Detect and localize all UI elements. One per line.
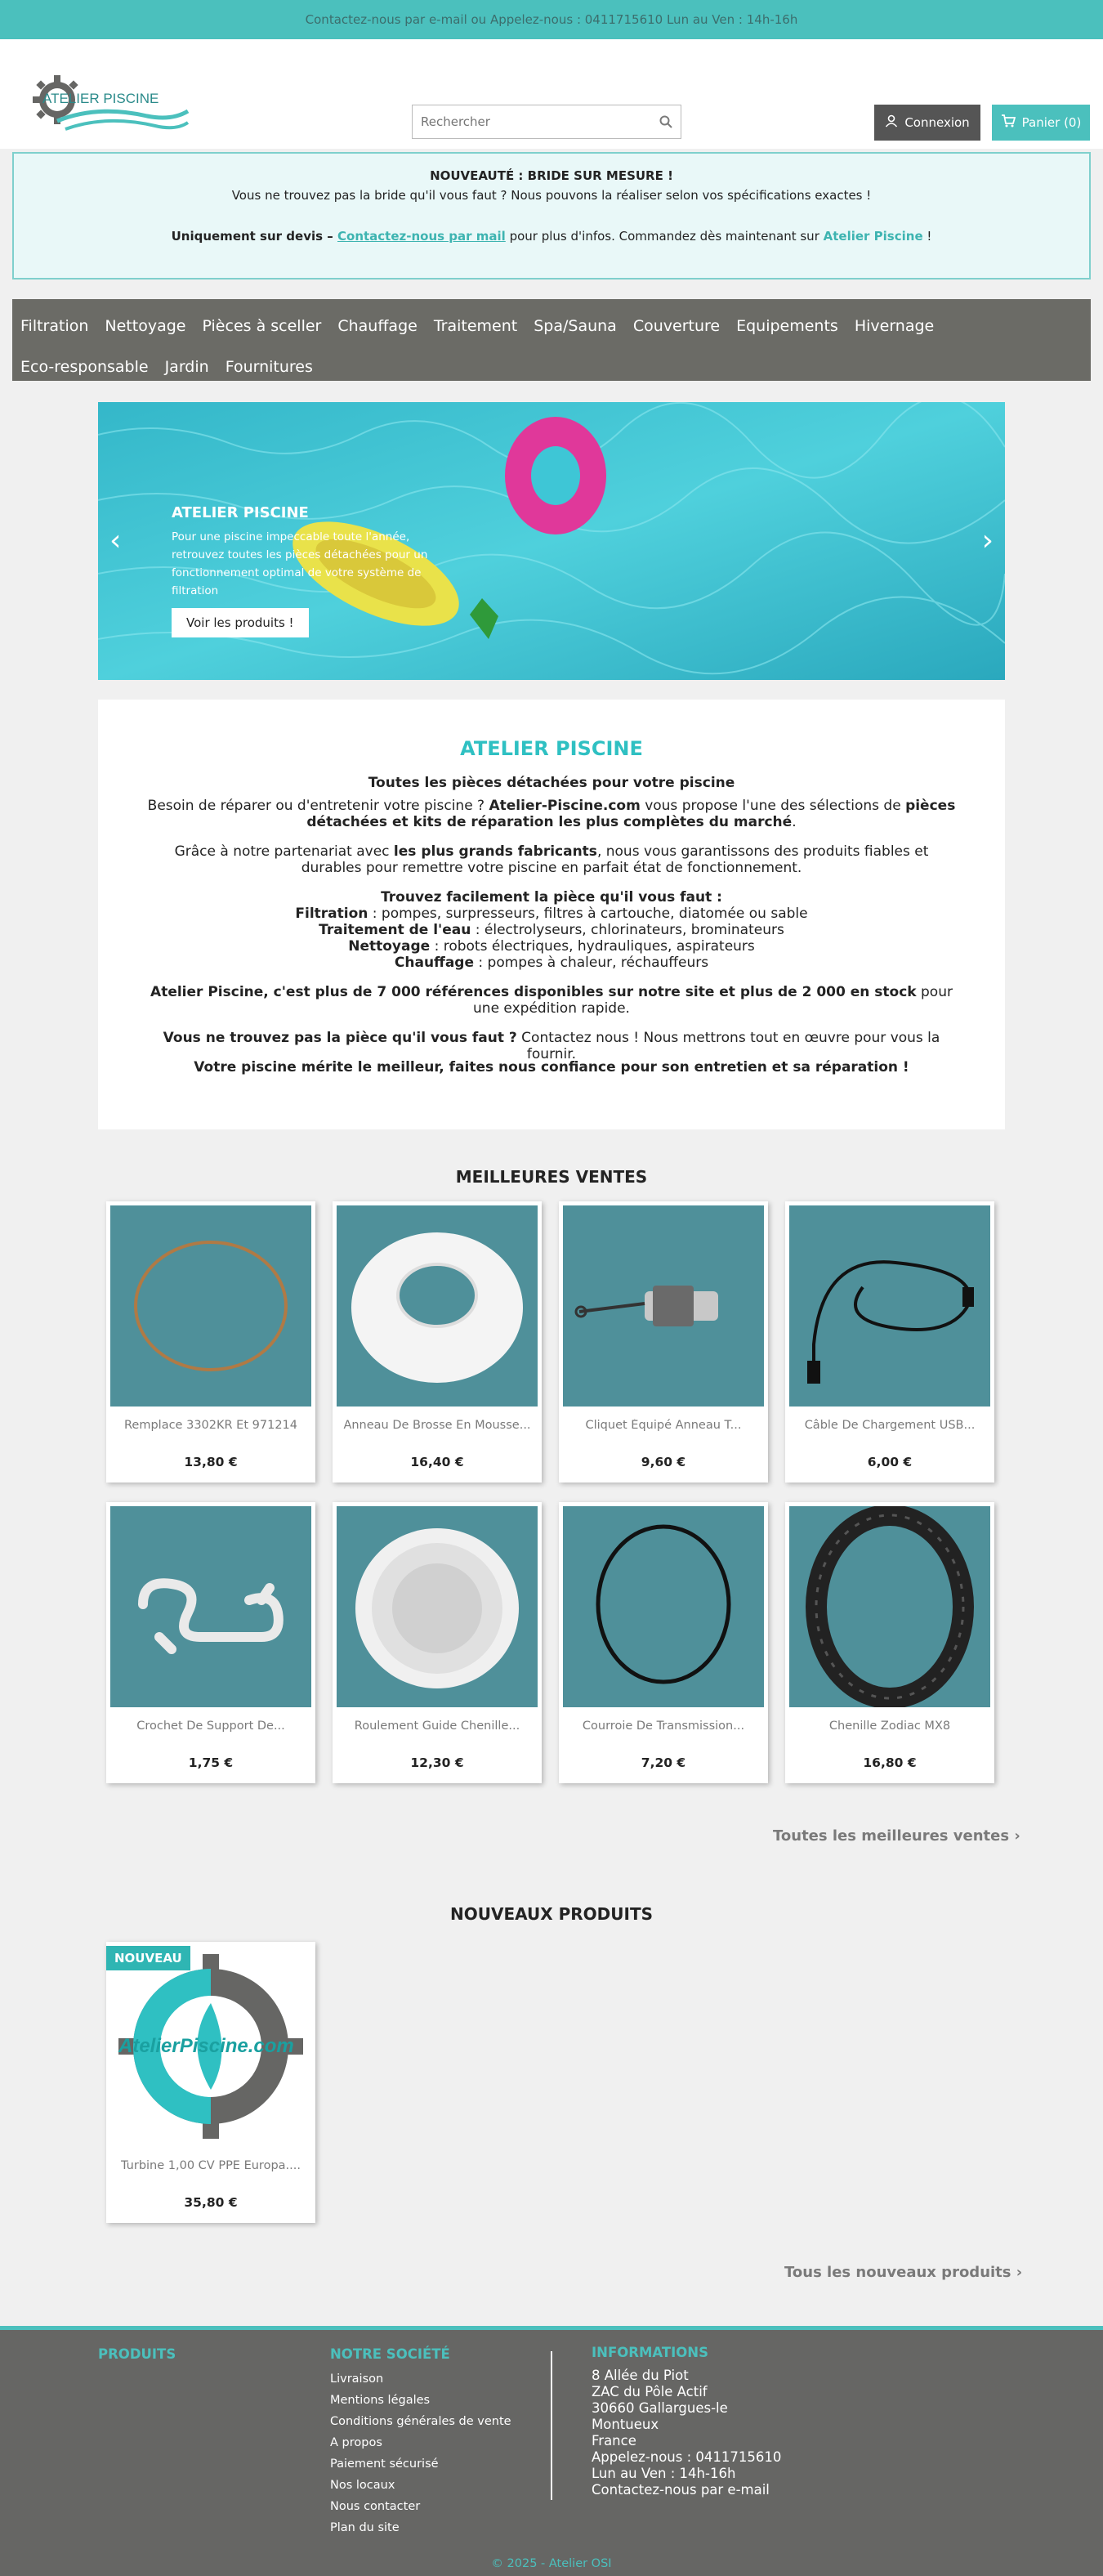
product-price: 16,40 € [410,1455,464,1469]
nav-item-hivernage[interactable]: Hivernage [854,317,935,335]
nav-item-pieces-a-sceller[interactable]: Pièces à sceller [202,317,322,335]
footer-info-line: France [592,2433,636,2449]
product-image[interactable] [110,1946,311,2147]
carousel-prev-icon[interactable]: ‹ [109,524,122,557]
notice-devis: Uniquement sur devis [171,229,324,244]
notice-brand-link[interactable]: Atelier Piscine [823,229,923,244]
notice-cta [14,229,1089,244]
footer-products-title[interactable]: PRODUITS [98,2346,176,2362]
nav-item-traitement[interactable]: Traitement [433,317,518,335]
footer-link-locaux[interactable]: Nos locaux [330,2479,395,2492]
product-card[interactable] [559,1201,768,1483]
new-product-logo-text: AtelierPiscine.com [118,2035,294,2057]
product-image[interactable] [337,1506,538,1707]
main-navigation [12,299,1091,381]
about-chauffage-label: Chauffage [394,955,474,971]
nav-item-equipements[interactable]: Equipements [736,317,838,335]
all-new-products-label: Tous les nouveaux produits [784,2264,1011,2281]
product-image[interactable] [110,1205,311,1407]
product-price: 35,80 € [184,2195,238,2210]
about-p6: Votre piscine mérite le meilleur, faites nous confiance pour son entretien et sa réparation ! [194,1059,909,1076]
about-p2-a: Grâce à notre partenariat avec [174,843,394,860]
footer-link-mentions[interactable]: Mentions légales [330,2394,431,2407]
carousel-next-icon[interactable]: › [981,524,994,557]
footer-link-contact[interactable]: Nous contacter [330,2500,421,2513]
about-p3-title: Trouvez facilement la pièce qu'il vous faut : [381,889,722,906]
product-card[interactable] [333,1502,542,1783]
hero-button[interactable]: Voir les produits ! [172,608,309,637]
about-nettoyage-text: : robots électriques, hydrauliques, aspirateurs [430,938,755,955]
nav-item-filtration[interactable]: Filtration [20,317,89,335]
about-chauffage-text: : pompes à chaleur, réchauffeurs [474,955,709,971]
footer-info [592,2368,781,2498]
footer-copyright[interactable]: © 2025 - Atelier OSI [491,2557,612,2570]
product-name[interactable]: Anneau De Brosse En Mousse... [343,1419,531,1432]
top-contact-bar [0,0,1103,39]
footer-link-plan[interactable]: Plan du site [330,2521,400,2534]
chevron-right-icon: › [1014,1827,1020,1845]
nav-item-fournitures[interactable]: Fournitures [225,358,313,376]
about-title: ATELIER PISCINE [460,737,643,760]
all-new-products-link[interactable] [784,2264,1022,2281]
product-card[interactable] [106,1502,315,1783]
about-p1-a: Besoin de réparer ou d'entretenir votre piscine ? [147,798,489,814]
product-name[interactable]: Câble De Chargement USB... [804,1419,976,1432]
cart-button[interactable] [992,105,1090,141]
nav-item-couverture[interactable]: Couverture [632,317,721,335]
product-card[interactable] [106,1201,315,1483]
footer-info-line: Montueux [592,2417,659,2432]
footer-divider [551,2351,552,2500]
about-subtitle: Toutes les pièces détachées pour votre piscine [368,775,735,791]
notice-mid: pour plus d'infos. Commandez dès maintenant sur [505,229,824,244]
product-price: 7,20 € [641,1755,686,1770]
chevron-right-icon: › [1016,2264,1023,2281]
about-p4 [147,984,956,1017]
product-image[interactable] [789,1205,990,1407]
about-p1 [147,798,956,830]
about-p5 [147,1030,956,1062]
about-p1-b: Atelier-Piscine.com [489,798,641,814]
search-icon[interactable] [651,106,681,137]
login-label: Connexion [904,115,970,130]
footer-link-apropos[interactable]: A propos [330,2436,382,2449]
bestsellers-title: MEILLEURES VENTES [455,1167,648,1187]
about-p4-text: pour une expédition rapide. [473,984,953,1017]
all-bestsellers-label: Toutes les meilleures ventes [773,1827,1010,1845]
header [0,39,1103,149]
product-name[interactable]: Courroie De Transmission... [582,1720,745,1733]
footer [0,2326,1103,2576]
about-p3 [147,889,956,971]
cart-label: Panier (0) [1021,115,1082,130]
product-price: 6,00 € [867,1455,913,1469]
about-nettoyage-label: Nettoyage [348,938,431,955]
product-name[interactable]: Chenille Zodiac MX8 [828,1720,951,1733]
nav-item-spa-sauna[interactable]: Spa/Sauna [534,317,617,335]
about-filtration-label: Filtration [295,906,368,922]
about-p1-d: pièces détachées et kits de réparation les plus complètes du marché [306,798,956,830]
nav-item-chauffage[interactable]: Chauffage [337,317,418,335]
product-image[interactable] [563,1205,764,1407]
product-card[interactable] [333,1201,542,1483]
notice-end: ! [922,229,932,244]
product-image[interactable] [789,1506,990,1707]
product-card[interactable] [106,1942,315,2223]
product-name[interactable]: Roulement Guide Chenille... [354,1720,520,1733]
product-price: 12,30 € [410,1755,464,1770]
top-contact-text: Contactez-nous par e-mail ou Appelez-nous : 0411715610 Lun au Ven : 14h-16h [305,12,798,27]
footer-info-line: 8 Allée du Piot [592,2368,689,2383]
login-button[interactable] [874,105,980,141]
footer-contact-link[interactable]: Contactez-nous par e-mail [592,2482,770,2498]
product-name[interactable]: Turbine 1,00 CV PPE Europa.... [121,2159,301,2172]
product-price: 9,60 € [641,1455,686,1469]
product-price: 16,80 € [863,1755,917,1770]
footer-link-livraison[interactable]: Livraison [330,2373,384,2386]
all-bestsellers-link[interactable] [773,1827,1020,1845]
about-p5-bold: Vous ne trouvez pas la pièce qu'il vous faut ? [163,1030,517,1046]
site-logo[interactable] [25,64,196,145]
product-name[interactable]: Crochet De Support De... [136,1720,285,1733]
about-filtration-text: : pompes, surpresseurs, filtres à cartouche, diatomée ou sable [368,906,808,922]
search-box [412,105,681,139]
footer-info-line: ZAC du Pôle Actif [592,2384,708,2399]
product-image[interactable] [110,1506,311,1707]
cart-icon [1001,114,1016,131]
product-image[interactable] [563,1506,764,1707]
product-name[interactable]: Remplace 3302KR Et 971214 [124,1419,297,1432]
footer-company-title: NOTRE SOCIÉTÉ [330,2346,450,2362]
about-traitement-text: : électrolyseurs, chlorinateurs, brominateurs [471,922,784,938]
notice-title: NOUVEAUTÉ : BRIDE SUR MESURE ! [430,168,673,183]
contact-mail-link[interactable]: Contactez-nous par mail [337,229,506,244]
about-p2-c: , nous vous garantissons des produits fiables et durables pour remettre votre piscine en parfait état de fonctionnement. [301,843,929,876]
product-card[interactable] [785,1502,994,1783]
product-image[interactable] [337,1205,538,1407]
product-price: 13,80 € [184,1455,238,1469]
hero-title: ATELIER PISCINE [172,504,309,521]
about-p2-b: les plus grands fabricants [393,843,597,860]
new-badge: NOUVEAU [106,1946,190,1970]
logo-wordmark: ATELIER PISCINE [42,91,159,106]
notice-text: Vous ne trouvez pas la bride qu'il vous faut ? Nous pouvons la réaliser selon vos spécifications exactes ! [231,188,872,203]
user-icon [885,114,898,131]
new-products-title: NOUVEAUX PRODUITS [450,1904,653,1924]
nav-item-jardin[interactable]: Jardin [164,358,209,376]
nav-item-nettoyage[interactable]: Nettoyage [105,317,186,335]
footer-link-cgv[interactable]: Conditions générales de vente [330,2415,511,2428]
notice-sep: – [323,229,337,244]
product-card[interactable] [559,1502,768,1783]
promo-notice [12,152,1091,280]
footer-info-line: Lun au Ven : 14h-16h [592,2466,736,2481]
footer-link-paiement[interactable]: Paiement sécurisé [330,2457,439,2471]
footer-info-title: INFORMATIONS [592,2345,708,2360]
hero-caption [172,503,449,637]
about-p1-e: . [792,814,797,830]
product-name[interactable]: Cliquet Équipé Anneau T... [585,1419,742,1432]
about-p1-c: vous propose l'une des sélections de [640,798,906,814]
product-price: 1,75 € [188,1755,234,1770]
search-input[interactable] [413,106,651,137]
about-traitement-label: Traitement de l'eau [319,922,471,938]
hero-carousel [98,402,1005,680]
about-p5-text: Contactez nous ! Nous mettrons tout en œuvre pour vous la fournir. [516,1030,940,1062]
about-p4-bold: Atelier Piscine, c'est plus de 7 000 références disponibles sur notre site et plus de 2 000 en stock [150,984,917,1000]
product-card[interactable] [785,1201,994,1483]
footer-info-line: Appelez-nous : 0411715610 [592,2449,782,2465]
about-p2 [147,843,956,876]
about-section [98,700,1005,1129]
footer-info-line: 30660 Gallargues-le [592,2400,728,2416]
nav-item-eco-responsable[interactable]: Eco-responsable [20,358,149,376]
hero-text: Pour une piscine impeccable toute l'année, retrouvez toutes les pièces détachées pour un fonctionnement optimal de votre système de filtration [172,530,428,597]
